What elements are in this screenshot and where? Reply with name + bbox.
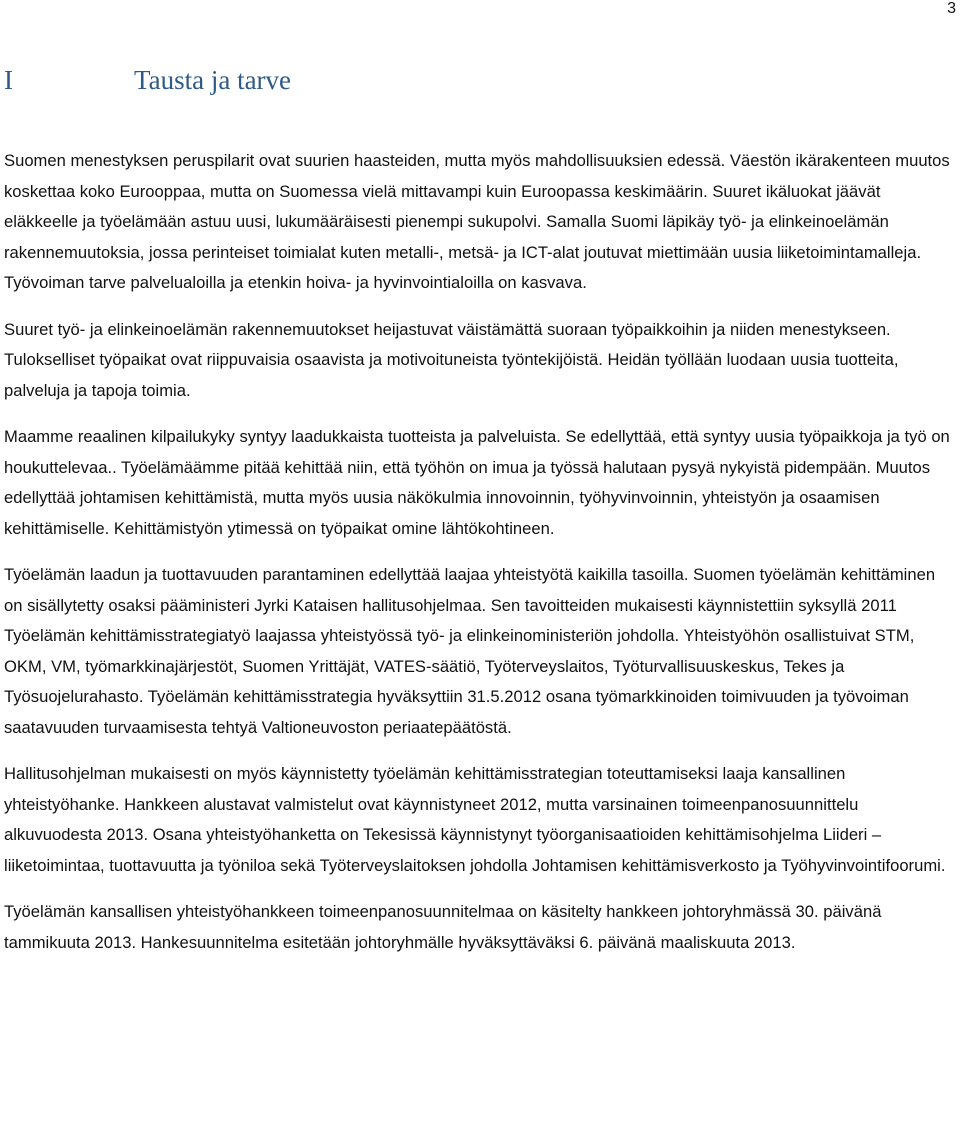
paragraph: Työelämän kansallisen yhteistyöhankkeen toimeenpanosuunnitelmaa on käsitelty hankkeen johtoryhmässä 30. päivänä tammikuuta 2013. Hankesuunnitelma esitetään johtoryhmälle hyväksyttäväksi 6. päivänä maaliskuuta 2013. [4,902,882,952]
paragraph: Työelämän laadun ja tuottavuuden parantaminen edellyttää laajaa yhteistyötä kaikilla tasoilla. Suomen työelämän kehittäminen on sisällytetty osaksi pääministeri Jyrki Kataisen hallitusohjelmaa. Sen tavoitteiden mukaisesti käynnistettiin syksyllä 2011 Työelämän kehittämisstrategiatyö laajassa yhteistyössä työ- ja elinkeinoministeriön johdolla. Yhteistyöhön osallistuivat STM, OKM, VM, työmarkkinajärjestöt, Suomen Yrittäjät, VATES-säätiö, Työterveyslaitos, Työturvallisuuskeskus, Tekes ja Työsuojelurahasto. Työelämän kehittämisstrategia hyväksyttiin 31.5.2012 osana työmarkkinoiden toimivuuden ja työvoiman saatavuuden turvaamisesta tehtyä Valtioneuvoston periaatepäätöstä. [4,565,936,737]
section-title: Tausta ja tarve [134,65,292,95]
section-heading [4,64,291,96]
page-number: 3 [947,0,956,17]
paragraph: Hallitusohjelman mukaisesti on myös käynnistetty työelämän kehittämisstrategian toteuttamiseksi laaja kansallinen yhteistyöhanke. Hankkeen alustavat valmistelut ovat käynnistyneet 2012, mutta varsinainen toimeenpanosuunnittelu alkuvuodesta 2013. Osana yhteistyöhanketta on Tekesissä käynnistynyt työorganisaatioiden kehittämisohjelma Liideri –liiketoimintaa, tuottavuutta ja työniloa sekä Työterveyslaitoksen johdolla Johtamisen kehittämisverkosto ja Työhyvinvointifoorumi. [4,764,946,875]
paragraph: Maamme reaalinen kilpailukyky syntyy laadukkaista tuotteista ja palveluista. Se edellyttää, että syntyy uusia työpaikkoja ja työ on houkuttelevaa.. Työelämäämme pitää kehittää niin, että työhön on imua ja työssä halutaan pysyä nykyistä pidempään. Muutos edellyttää johtamisen kehittämistä, mutta myös uusia näkökulmia innovoinnin, työhyvinvoinnin, yhteistyön ja osaamisen kehittämiselle. Kehittämistyön ytimessä on työpaikat omine lähtökohtineen. [4,427,950,538]
body-text [4,146,956,974]
section-number: I [4,65,13,95]
paragraph: Suomen menestyksen peruspilarit ovat suurien haasteiden, mutta myös mahdollisuuksien edessä. Väestön ikärakenteen muutos koskettaa koko Eurooppaa, mutta on Suomessa vielä mittavampi kuin Euroopassa keskimäärin. Suuret ikäluokat jäävät eläkkeelle ja työelämään astuu uusi, lukumääräisesti pienempi sukupolvi. Samalla Suomi läpikäy työ- ja elinkeinoelämän rakennemuutoksia, jossa perinteiset toimialat kuten metalli-, metsä- ja ICT-alat joutuvat miettimään uusia liiketoimintamalleja. Työvoiman tarve palvelualoilla ja etenkin hoiva- ja hyvinvointialoilla on kasvava. [4,151,950,292]
paragraph: Suuret työ- ja elinkeinoelämän rakennemuutokset heijastuvat väistämättä suoraan työpaikkoihin ja niiden menestykseen. Tulokselliset työpaikat ovat riippuvaisia osaavista ja motivoituneista työntekijöistä. Heidän työllään luodaan uusia tuotteita, palveluja ja tapoja toimia. [4,319,899,400]
